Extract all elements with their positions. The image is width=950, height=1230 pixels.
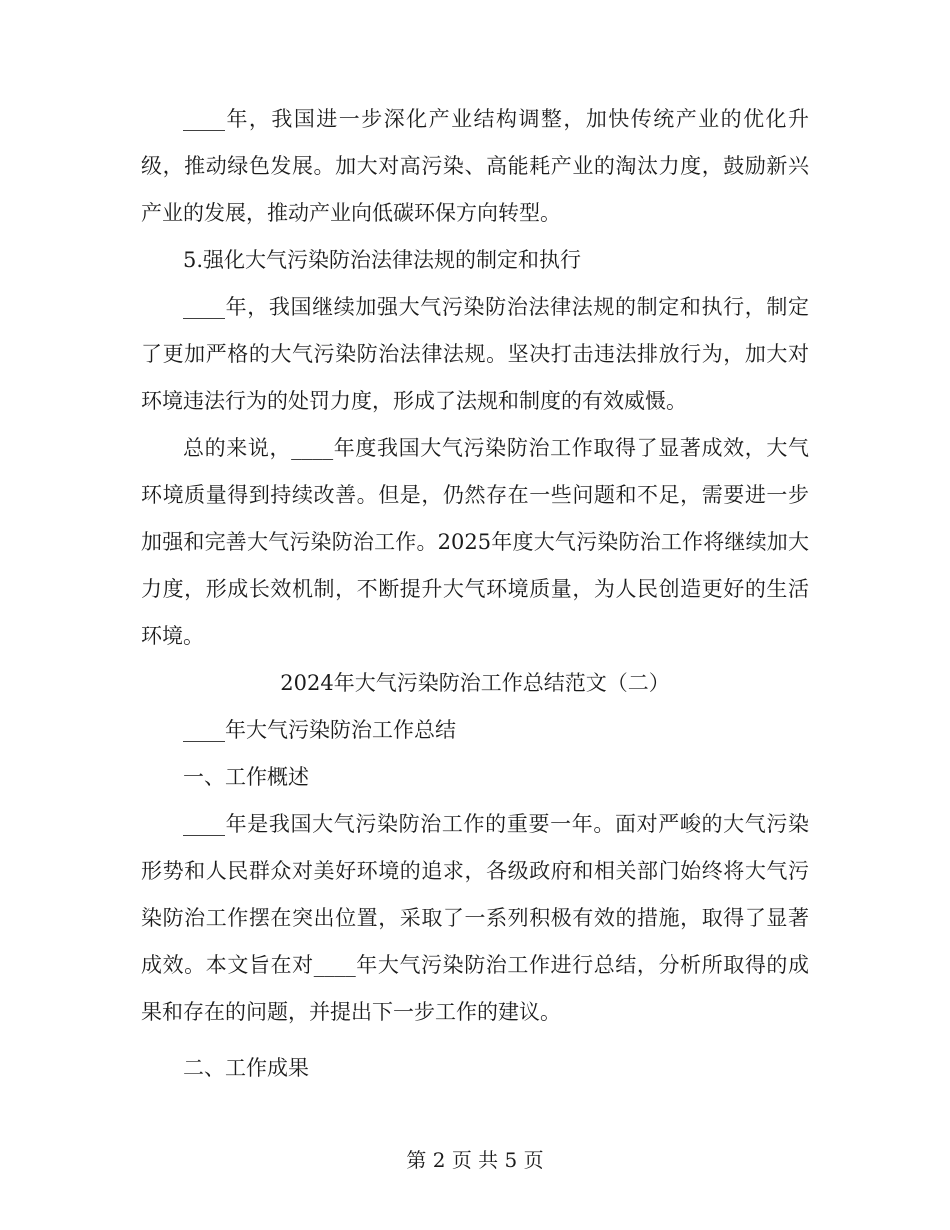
heading-achievements: 二、工作成果 xyxy=(183,1056,309,1080)
paragraph-industry-restructuring: ____年，我国进一步深化产业结构调整，加快传统产业的优化升级，推动绿色发展。加大对高污染、高能耗产业的淘汰力度，鼓励新兴产业的发展，推动产业向低碳环保方向转型。 xyxy=(141,107,809,225)
page-number-footer: 第 2 页 共 5 页 xyxy=(406,1148,544,1172)
heading-overview: 一、工作概述 xyxy=(183,765,309,789)
section-title: 2024年大气污染防治工作总结范文（二） xyxy=(280,671,670,695)
paragraph-summary: 总的来说，____年度我国大气污染防治工作取得了显著成效，大气环境质量得到持续改善。但是，仍然存在一些问题和不足，需要进一步加强和完善大气污染防治工作。2025年度大气污染防治工作将继续加大力度，形成长效机制，不断提升大气环境质量，为人民创造更好的生活环境。 xyxy=(141,436,809,648)
paragraph-law-enforcement: ____年，我国继续加强大气污染防治法律法规的制定和执行，制定了更加严格的大气污染防治法律法规。坚决打击违法排放行为，加大对环境违法行为的处罚力度，形成了法规和制度的有效威慑。 xyxy=(141,295,809,413)
document-body xyxy=(141,96,809,1092)
subtitle: ____年大气污染防治工作总结 xyxy=(183,718,456,742)
paragraph-overview: ____年是我国大气污染防治工作的重要一年。面对严峻的大气污染形势和人民群众对美好环境的追求，各级政府和相关部门始终将大气污染防治工作摆在突出位置，采取了一系列积极有效的措施，取得了显著成效。本文旨在对____年大气污染防治工作进行总结，分析所取得的成果和存在的问题，并提出下一步工作的建议。 xyxy=(141,812,809,1024)
heading-law-enforcement: 5.强化大气污染防治法律法规的制定和执行 xyxy=(183,248,582,272)
